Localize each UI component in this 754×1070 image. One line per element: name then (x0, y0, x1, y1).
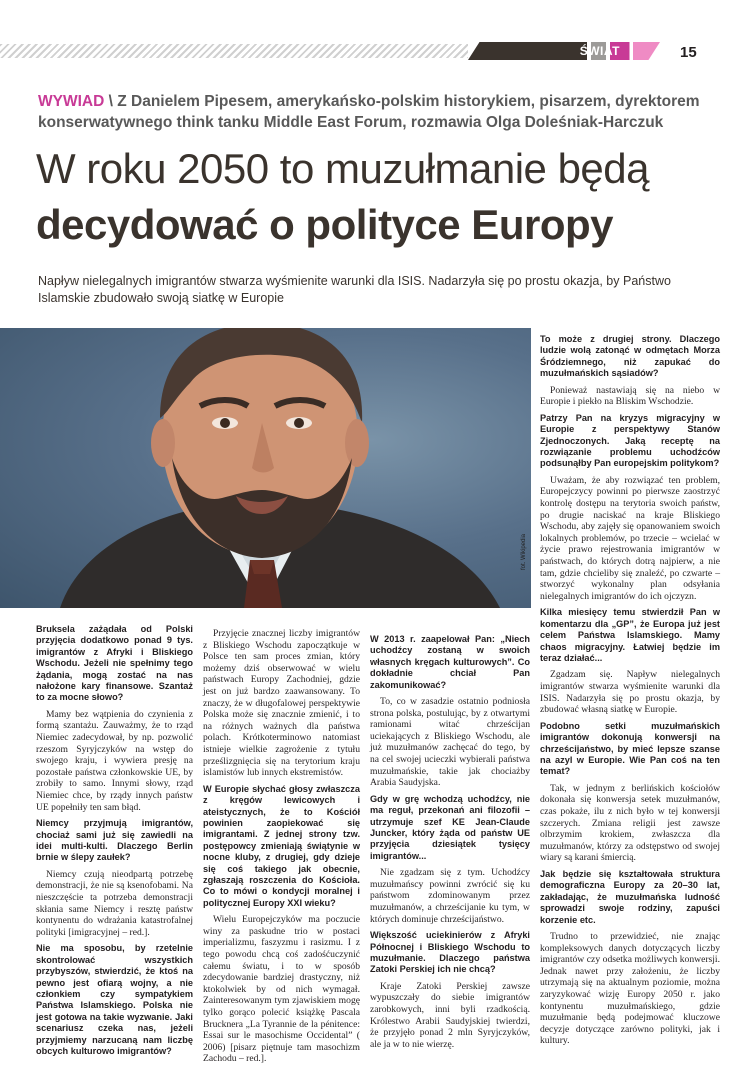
article-column-4 (540, 334, 720, 1052)
question: Jak będzie się kształtowała struktura demograficzna Europy za 20–30 lat, zakładając, że muzułmańska ludność sprowadzi swoje rodziny, zapuści korzenie etc. (540, 868, 720, 925)
answer: Nie zgadzam się z tym. Uchodźcy muzułmańscy powinni zwrócić się ku państwom zdominowanym przez muzułmanów, a chrześcijanie ku tym, w których dominuje chrześcijaństwo. (370, 867, 530, 925)
portrait-illustration (0, 328, 531, 608)
answer: Zgadzam się. Napływ nielegalnych imigrantów stwarza wyśmienite warunki dla ISIS. Nadarzyła się po prostu okazja, by zbudować własną siatkę w Europie. (540, 669, 720, 716)
interview-tag: WYWIAD (38, 93, 105, 110)
answer: Kraje Zatoki Perskiej zawsze wypuszczały do siebie imigrantów zarobkowych, inni byli rzadkością. Królestwo Arabii Saudyjskiej twierdzi, że przyjęło ponad 2 mln Syryjczyków, ale ja w to nie wierzę. (370, 980, 530, 1050)
interview-intro-text: Z Danielem Pipesem, amerykańsko-polskim historykiem, pisarzem, dyrektorem konserwatywnego think tanku Middle East Forum, rozmawia Olga Doleśniak-Harczuk (38, 93, 700, 131)
question: Bruksela zażądała od Polski przyjęcia dodatkowo ponad 9 tys. imigrantów z Afryki i Bliskiego Wschodu. Jeżeli nie spełnimy tego żądania, mogą zostać na nas nałożone kary finansowe. Szantaż to za mocne słowo? (36, 624, 193, 703)
answer: Przyjęcie znacznej liczby imigrantów z Bliskiego Wschodu zapoczątkuje w Polsce ten sam proces zmian, który możemy dziś obserwować w wielu państwach Europy Zachodniej, gdzie jest on już bardzo zaawansowany. To znaczy, że w długofalowej perspektywie Polska może się znacznie zmienić, i to na różnych ważnych dla państwa polach. Krótkoterminowo natomiast istnieje wielkie zagrożenie z tytułu prześlizgnięcia się na terytorium kraju islamistów lub innych ekstremistów. (203, 628, 360, 779)
answer: To, co w zasadzie ostatnio podniosła strona polska, postulując, by z otwartymi ramionami witać chrześcijan uciekających z Bliskiego Wschodu, ale już muzułmanów zachęcać do tego, by na cel swojej ucieczki wybierali państwa muzułmańskie, takie jak chociażby Arabia Saudyjska. (370, 696, 530, 789)
answer: Tak, w jednym z berlińskich kościołów dokonała się konwersja setek muzułmanów, czas pokaże, ilu z nich było w tej konwersji szczerych. Zmiana religii jest zawsze olbrzymim krokiem, zwłaszcza dla muzułmanów, którzy za odstępstwo od swojej wiary są karani śmiercią. (540, 782, 720, 864)
interview-separator: \ (108, 93, 113, 110)
headline-line-2: decydować o polityce Europy (36, 201, 613, 248)
question: Podobno setki muzułmańskich imigrantów dokonują konwersji na chrześcijaństwo, by mieć lepsze szanse na azyl w Europie. Wie Pan coś na ten temat? (540, 720, 720, 777)
article-column-1 (36, 624, 193, 1062)
article-column-3 (370, 634, 530, 1055)
question: Nie ma sposobu, by rzetelnie skontrolować wszystkich przybyszów, stwierdzić, że ktoś na pewno jest ofiarą wojny, a nie członkiem czy sympatykiem Państwa Islamskiego. Polska nie jest gotowa na takie wyzwanie. Jaki scenariusz czeka nas, jeżeli przyjmiemy narzucaną nam liczbę obcych kulturowo imigrantów? (36, 943, 193, 1057)
question: To może z drugiej strony. Dlaczego ludzie wolą zatonąć w odmętach Morza Śródziemnego, niż zapukać do muzułmańskich sąsiadów? (540, 334, 720, 379)
question: Gdy w grę wchodzą uchodźcy, nie ma reguł, przekonań ani filozofii – utrzymuje szef KE Jean-Claude Juncker, który żąda od państw UE przyjęcia dziesiątek tysięcy imigrantów... (370, 793, 530, 861)
question: W 2013 r. zaapelował Pan: „Niech uchodźcy zostaną w swoich własnych kręgach kulturowych”. Co dokładnie chciał Pan zakomunikować? (370, 634, 530, 690)
article-column-2 (203, 628, 360, 1070)
section-label: ŚWIAT (579, 44, 620, 58)
question: Większość uciekinierów z Afryki Północnej i Bliskiego Wschodu to muzułmanie. Dlaczego państwa Zatoki Perskiej ich nie chcą? (370, 930, 530, 975)
question: Patrzy Pan na kryzys migracyjny w Europie z perspektywy Stanów Zjednoczonych. Jaką receptę na rozwiązanie problemu uchodźców podsunąłby Pan europejskim politykom? (540, 412, 720, 469)
question: Niemcy przyjmują imigrantów, chociaż sami już się zawiedli na idei multi-kulti. Dlaczego Berlin brnie w ślepy zaułek? (36, 818, 193, 863)
answer: Uważam, że aby rozwiązać ten problem, Europejczycy powinni po pierwsze zaostrzyć kontrolę dostępu na terytoria swoich państw, po drugie naciskać na kraje Bliskiego Wschodu, aby zajęły się opanowaniem swoich lokalnych problemów, po trzecie – wcielać w życie prawo rejestrowania imigrantów w państwach, do których dotrą najpierw, a nie tam, gdzie chcieliby się znaleźć, po czwarte – stworzyć wykonalny plan odsyłania nielegalnych imigrantów do ich ojczyzn. (540, 474, 720, 602)
answer: Trudno to przewidzieć, nie znając kompleksowych danych dotyczących liczby imigrantów czy odsetka możliwych konwersji. Jednak nawet przy założeniu, że liczby utrzymają się na aktualnym poziomie, można zaryzykować wizję Europy 2050 r. jako kontynentu muzułmańskiego, gdzie muzułmanie będą podejmować kluczowe decyzje dotyczące zarówno polityki, jak i kultury. (540, 931, 720, 1047)
answer: Ponieważ nastawiają się na niebo w Europie i piekło na Bliskim Wschodzie. (540, 384, 720, 408)
answer: Niemcy czują nieodpartą potrzebę demonstracji, że nie są ksenofobami. Na nieszczęście ta potrzeba demonstracji skłania same Niemcy i resztę państw kontynentu do wdrażania katastrofalnej polityki [imigracyjnej – red.]. (36, 868, 193, 938)
headline-line-1: W roku 2050 to muzułmanie będą (36, 145, 650, 192)
lead-paragraph: Napływ nielegalnych imigrantów stwarza wyśmienite warunki dla ISIS. Nadarzyła się po prostu okazja, by Państwo Islamskie zbudowało swoją siatkę w Europie (38, 274, 671, 305)
question: Kilka miesięcy temu stwierdził Pan w komentarzu dla „GP”, że Europa już jest celem Państwa Islamskiego. Mamy chaos migracyjny. Łatwiej będzie im teraz działać... (540, 607, 720, 663)
page-number: 15 (680, 44, 697, 61)
portrait-photo (0, 328, 531, 608)
answer: Mamy bez wątpienia do czynienia z formą szantażu. Zauważmy, że to rząd Niemiec zadecydował, by np. pozwolić rzeszom Syryjczyków na wstęp do swojego kraju, i wywiera presję na pozostałe państwa członkowskie UE, by zrobiły to samo. Innymi słowy, rząd Niemiec chce, by rządy innych państw UE popełniły ten sam błąd. (36, 708, 193, 813)
answer: Wielu Europejczyków ma poczucie winy za paskudne trio w postaci imperializmu, faszyzmu i rasizmu. I z tego powodu chcą coś zadośćuczynić całemu światu, i to w sposób zdecydowanie bardziej drastyczny, niż ktokolwiek by od nich wymagał. Zainteresowanym tym zjawiskiem mogę tylko gorąco polecić książkę Pascala Brucknera „La Tyrannie de la pénitence: Essai sur le masochisme Occidental” ( 2006) [pisarz piętnuje tam masochizm Zachodu – red.]. (203, 914, 360, 1065)
photo-credit: fot. Wikipedia (521, 533, 527, 570)
interview-intro (38, 91, 718, 133)
header-hatch-decoration (0, 44, 468, 58)
question: W Europie słychać głosy zwłaszcza z kręgów lewicowych i ateistycznych, że to Kościół powinien zaopiekować się imigrantami. Z jednej strony tzw. postępowcy zmieniają świątynie w nocne kluby, z drugiej, gdy dzieje się coś takiego jak obecnie, zgłaszają roszczenia do Kościoła. Co to mówi o kondycji moralnej i politycznej Europy XXI wieku? (203, 783, 360, 908)
